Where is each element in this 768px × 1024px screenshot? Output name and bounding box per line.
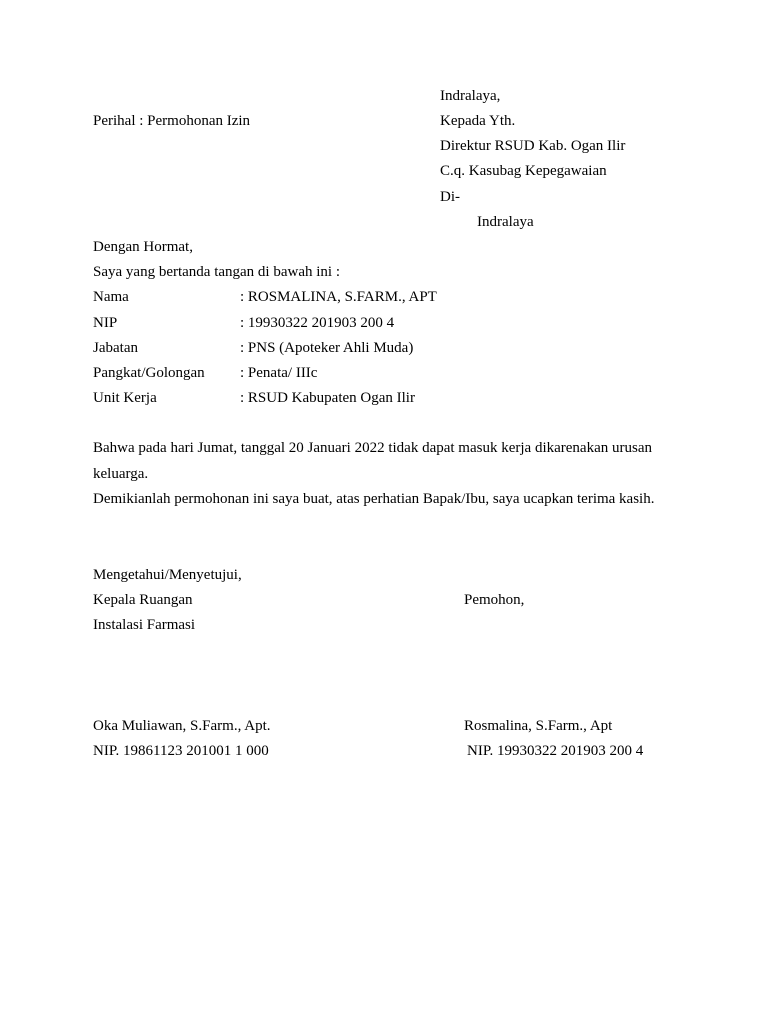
greeting: Dengan Hormat, bbox=[93, 239, 193, 255]
recipient-line: Kepada Yth. bbox=[440, 113, 516, 129]
field-value: : 19930322 201903 200 4 bbox=[240, 315, 395, 331]
letter-subject: Perihal : Permohonan Izin bbox=[93, 113, 251, 129]
body-paragraph-cont: keluarga. bbox=[93, 466, 149, 482]
field-label: Jabatan bbox=[93, 340, 138, 356]
right-signer-name: Rosmalina, S.Farm., Apt bbox=[464, 718, 613, 734]
left-signer-name: Oka Muliawan, S.Farm., Apt. bbox=[93, 718, 271, 734]
field-label: Pangkat/Golongan bbox=[93, 365, 205, 381]
body-paragraph: Bahwa pada hari Jumat, tanggal 20 Januari 2022 tidak dapat masuk kerja dikarenakan urusan bbox=[93, 440, 652, 456]
field-label: Unit Kerja bbox=[93, 390, 157, 406]
left-signer-unit: Instalasi Farmasi bbox=[93, 617, 196, 633]
field-value: : ROSMALINA, S.FARM., APT bbox=[240, 289, 437, 305]
recipient-line: Direktur RSUD Kab. Ogan Ilir bbox=[440, 138, 626, 154]
intro-text: Saya yang bertanda tangan di bawah ini : bbox=[93, 264, 341, 280]
field-value: : RSUD Kabupaten Ogan Ilir bbox=[240, 390, 415, 406]
field-value: : Penata/ IIIc bbox=[240, 365, 318, 381]
closing-paragraph: Demikianlah permohonan ini saya buat, atas perhatian Bapak/Ibu, saya ucapkan terima kasih. bbox=[93, 491, 655, 507]
left-signer-title: Kepala Ruangan bbox=[93, 592, 193, 608]
recipient-city: Indralaya bbox=[477, 214, 534, 230]
recipient-line: Di- bbox=[440, 189, 460, 205]
recipient-line: C.q. Kasubag Kepegawaian bbox=[440, 163, 607, 179]
right-signer-title: Pemohon, bbox=[464, 592, 525, 608]
left-signer-nip: NIP. 19861123 201001 1 000 bbox=[93, 743, 269, 759]
field-label: NIP bbox=[93, 315, 118, 331]
field-value: : PNS (Apoteker Ahli Muda) bbox=[240, 340, 414, 356]
field-label: Nama bbox=[93, 289, 129, 305]
approval-text: Mengetahui/Menyetujui, bbox=[93, 567, 242, 583]
letter-place: Indralaya, bbox=[440, 88, 501, 104]
right-signer-nip: NIP. 19930322 201903 200 4 bbox=[467, 743, 644, 759]
